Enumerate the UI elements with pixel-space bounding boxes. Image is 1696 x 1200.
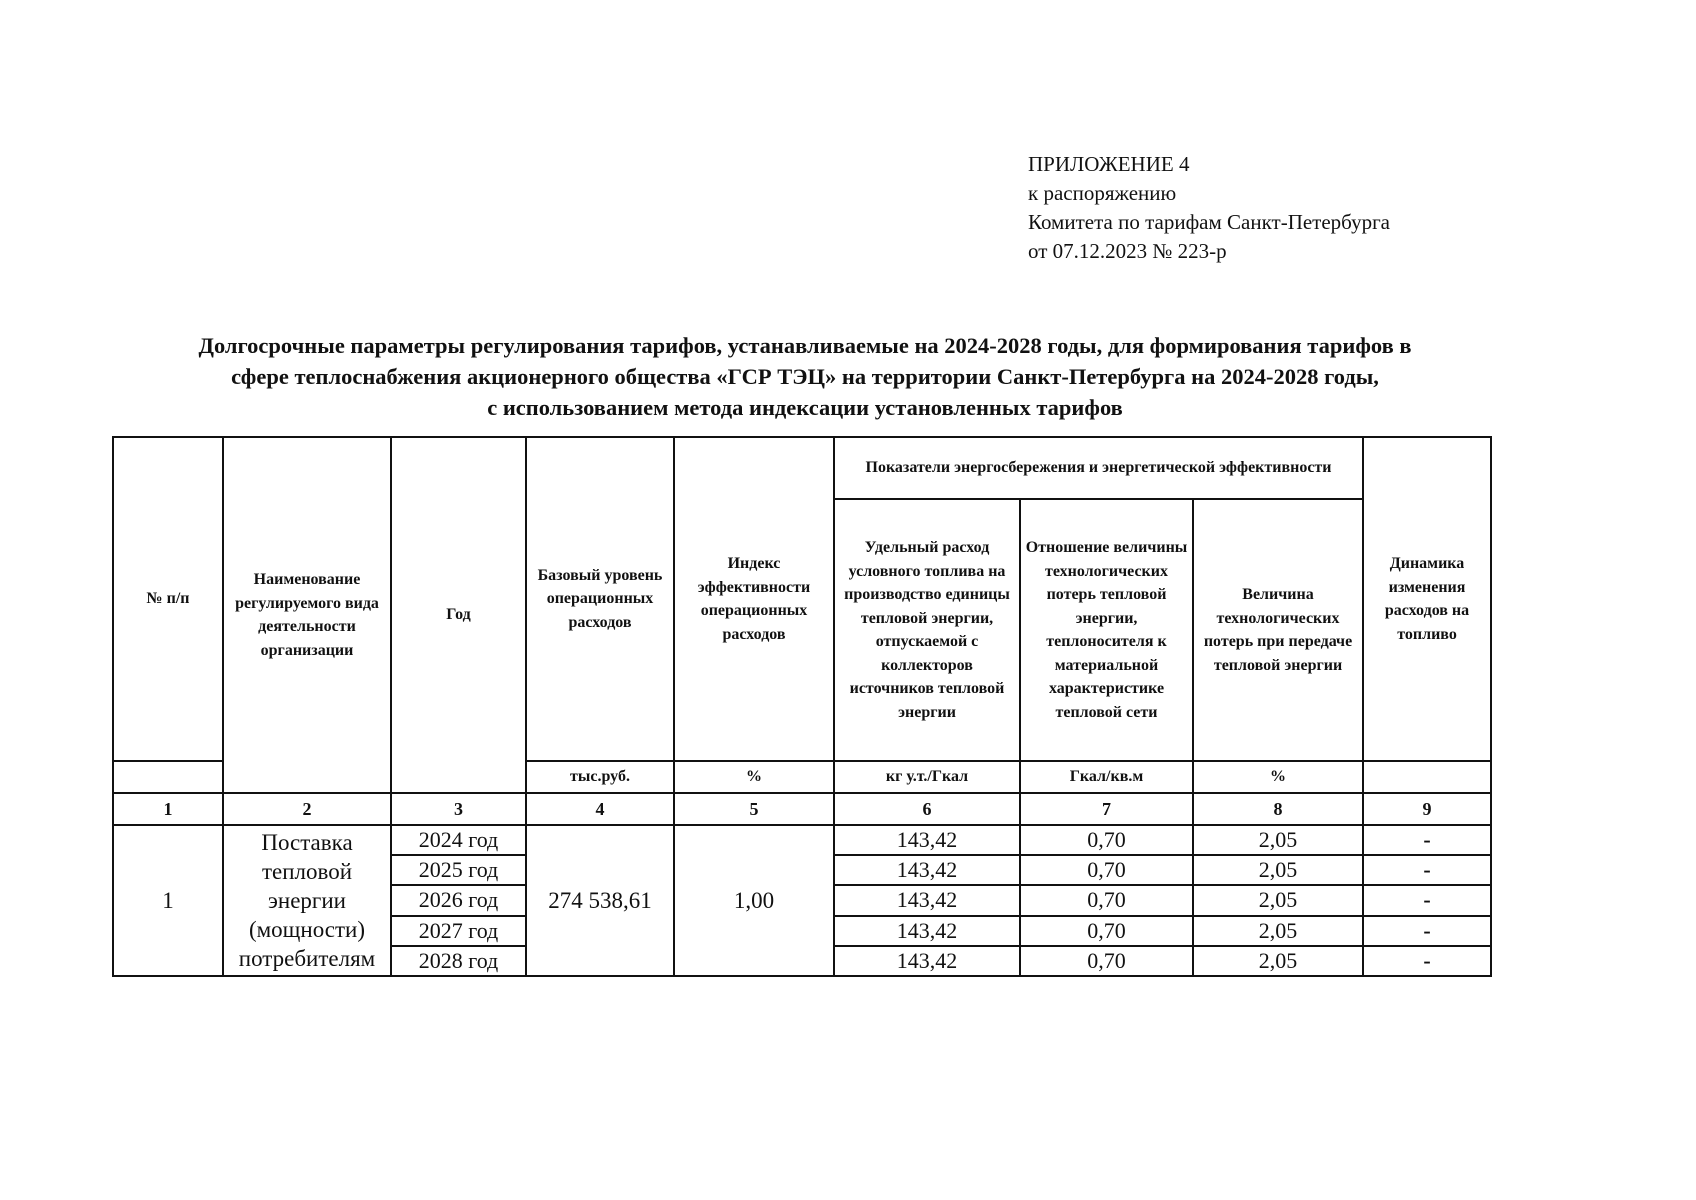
appendix-block bbox=[1028, 150, 1390, 266]
loss-ratio-cell: 0,70 bbox=[1020, 825, 1193, 855]
entry-efficiency-index: 1,00 bbox=[674, 825, 834, 976]
appendix-label: ПРИЛОЖЕНИЕ 4 bbox=[1028, 152, 1190, 176]
entry-base-opex: 274 538,61 bbox=[526, 825, 674, 976]
title-line-1: Долгосрочные параметры регулирования тарифов, устанавливаемые на 2024-2028 годы, для формирования тарифов в bbox=[198, 333, 1412, 358]
year-cell: 2027 год bbox=[391, 916, 526, 946]
fuel-dynamics-cell: - bbox=[1363, 825, 1491, 855]
header-fuel-rate: Удельный расход условного топлива на производство единицы тепловой энергии, отпускаемой с коллекторов источников тепловой энергии bbox=[834, 499, 1020, 761]
appendix-committee: Комитета по тарифам Санкт-Петербурга bbox=[1028, 210, 1391, 234]
fuel-dynamics-cell: - bbox=[1363, 916, 1491, 946]
unit-efficiency-index: % bbox=[674, 761, 834, 793]
unit-fuel-dynamics bbox=[1363, 761, 1491, 793]
fuel-dynamics-cell: - bbox=[1363, 885, 1491, 915]
unit-fuel-rate: кг у.т./Гкал bbox=[834, 761, 1020, 793]
header-loss-value: Величина технологических потерь при передаче тепловой энергии bbox=[1193, 499, 1363, 761]
title-line-2: сфере теплоснабжения акционерного общества «ГСР ТЭЦ» на территории Санкт-Петербурга на 2024-2028 годы, bbox=[231, 364, 1379, 389]
year-cell: 2026 год bbox=[391, 885, 526, 915]
loss-value-cell: 2,05 bbox=[1193, 855, 1363, 885]
loss-ratio-cell: 0,70 bbox=[1020, 916, 1193, 946]
parameters-table bbox=[112, 436, 1492, 977]
fuel-rate-cell: 143,42 bbox=[834, 825, 1020, 855]
appendix-date-number: от 07.12.2023 № 223-р bbox=[1028, 239, 1227, 263]
loss-ratio-cell: 0,70 bbox=[1020, 885, 1193, 915]
fuel-rate-cell: 143,42 bbox=[834, 946, 1020, 976]
header-year: Год bbox=[391, 437, 526, 793]
column-number: 3 bbox=[391, 793, 526, 825]
header-fuel-dynamics: Динамика изменения расходов на топливо bbox=[1363, 437, 1491, 761]
table-body bbox=[113, 825, 1491, 976]
unit-base-opex: тыс.руб. bbox=[526, 761, 674, 793]
fuel-dynamics-cell: - bbox=[1363, 855, 1491, 885]
column-number: 9 bbox=[1363, 793, 1491, 825]
loss-value-cell: 2,05 bbox=[1193, 825, 1363, 855]
column-number: 2 bbox=[223, 793, 391, 825]
loss-value-cell: 2,05 bbox=[1193, 916, 1363, 946]
column-number: 1 bbox=[113, 793, 223, 825]
fuel-rate-cell: 143,42 bbox=[834, 855, 1020, 885]
header-row-number: № п/п bbox=[113, 437, 223, 761]
table-header bbox=[113, 437, 1491, 825]
loss-value-cell: 2,05 bbox=[1193, 946, 1363, 976]
column-number: 7 bbox=[1020, 793, 1193, 825]
document-title bbox=[100, 330, 1510, 423]
unit-loss-ratio: Гкал/кв.м bbox=[1020, 761, 1193, 793]
entry-number: 1 bbox=[113, 825, 223, 976]
title-line-3: с использованием метода индексации установленных тарифов bbox=[487, 395, 1123, 420]
appendix-order-ref: к распоряжению bbox=[1028, 181, 1177, 205]
column-number: 8 bbox=[1193, 793, 1363, 825]
table-row bbox=[113, 825, 1491, 855]
header-efficiency-index: Индекс эффективности операционных расходов bbox=[674, 437, 834, 761]
column-number: 4 bbox=[526, 793, 674, 825]
year-cell: 2028 год bbox=[391, 946, 526, 976]
year-cell: 2025 год bbox=[391, 855, 526, 885]
header-activity: Наименование регулируемого вида деятельности организации bbox=[223, 437, 391, 793]
loss-value-cell: 2,05 bbox=[1193, 885, 1363, 915]
loss-ratio-cell: 0,70 bbox=[1020, 946, 1193, 976]
column-number: 6 bbox=[834, 793, 1020, 825]
entry-activity: Поставка тепловой энергии (мощности) потребителям bbox=[223, 825, 391, 976]
loss-ratio-cell: 0,70 bbox=[1020, 855, 1193, 885]
unit-col-1 bbox=[113, 761, 223, 793]
header-loss-ratio: Отношение величины технологических потерь тепловой энергии, теплоносителя к материальной характеристике тепловой сети bbox=[1020, 499, 1193, 761]
fuel-rate-cell: 143,42 bbox=[834, 916, 1020, 946]
column-numbers-row bbox=[113, 793, 1491, 825]
fuel-rate-cell: 143,42 bbox=[834, 885, 1020, 915]
fuel-dynamics-cell: - bbox=[1363, 946, 1491, 976]
header-energy-saving-group: Показатели энергосбережения и энергетической эффективности bbox=[834, 437, 1363, 499]
column-number: 5 bbox=[674, 793, 834, 825]
unit-loss-value: % bbox=[1193, 761, 1363, 793]
year-cell: 2024 год bbox=[391, 825, 526, 855]
header-base-opex: Базовый уровень операционных расходов bbox=[526, 437, 674, 761]
